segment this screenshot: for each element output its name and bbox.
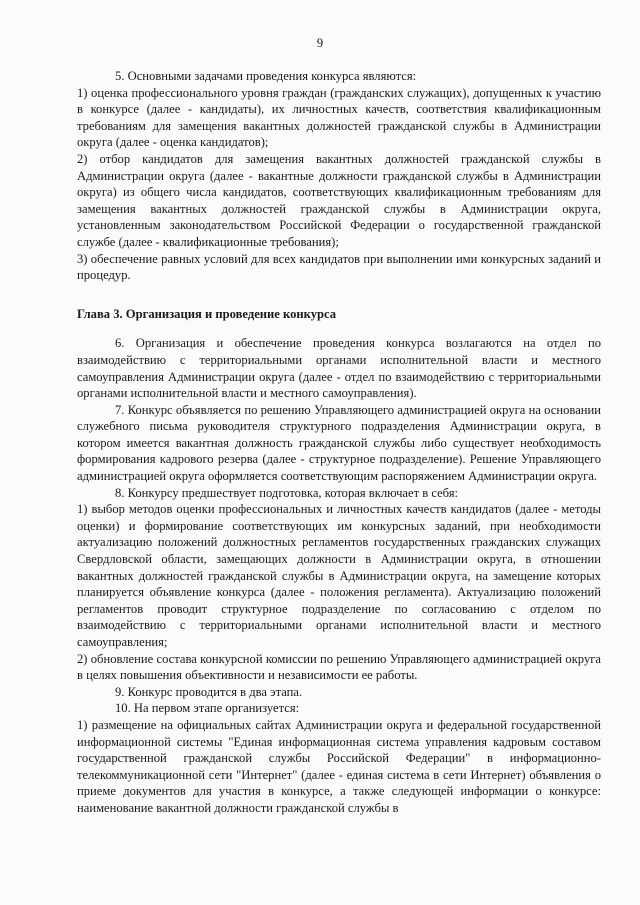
paragraph-5-item-1: 1) оценка профессионального уровня граждан (гражданских служащих), допущенных к участию в конкурсе (далее - кандидаты), их личностных качеств, соответствия квалификационным требованиям для замещения вакантных должностей гражданской службы в Администрации округа (далее - оценка кандидатов); (77, 85, 601, 150)
paragraph-10-item-1: 1) размещение на официальных сайтах Администрации округа и федеральной государственной информационной системы "Единая информационная система управления кадровым составом государственной гражданской службы Российской Федерации" в информационно-телекоммуникационной сети "Интернет" (далее - единая система в сети Интернет) объявления о приеме документов для участия в конкурсе, а также следующей информации о конкурсе: наименование вакантной должности гражданской службы в (77, 717, 601, 815)
paragraph-5: 5. Основными задачами проведения конкурса являются: (115, 69, 417, 83)
document-body (77, 68, 601, 817)
paragraph-5-item-2: 2) отбор кандидатов для замещения вакантных должностей гражданской службы в Администрации округа (далее - вакантные должности гражданской службы в Администрации округа) из общего числа кандидатов, соответствующих квалификационным требованиям для замещения вакантных должностей гражданской службы в Администрации округа, установленным законодательством Российской Федерации о государственной гражданской службе (далее - квалификационные требования); (77, 151, 601, 249)
paragraph-6: 6. Организация и обеспечение проведения конкурса возлагаются на отдел по взаимодействию с территориальными органами исполнительной власти и местного самоуправления Администрации округа (далее - отдел по взаимодействию с территориальными органами исполнительной власти и местного самоуправления). (77, 336, 601, 401)
page-number: 9 (316, 36, 324, 50)
paragraph-7: 7. Конкурс объявляется по решению Управляющего администрацией округа на основании служебного письма руководителя структурного подразделения Администрации округа, в котором имеется вакантная должность гражданской службы либо существует необходимость формирования кадрового резерва (далее - структурное подразделение). Решение Управляющего администрацией округа оформляется соответствующим распоряжением Администрации округа. (77, 402, 601, 484)
paragraph-8-item-2: 2) обновление состава конкурсной комиссии по решению Управляющего администрацией округа в целях повышения объективности и независимости ее работы. (77, 651, 601, 683)
paragraph-8-item-1: 1) выбор методов оценки профессиональных и личностных качеств кандидатов (далее - методы оценки) и формирование соответствующих им конкурсных заданий, при необходимости актуализацию положений должностных регламентов государственных гражданских служащих Свердловской области, замещающих должности в Администрации округа, в отношении вакантных должностей гражданской службы в Администрации округа, на замещение которых планируется объявление конкурса (далее - положения регламента). Актуализацию положений регламентов проводит структурное подразделение по согласованию с отделом по взаимодействию с территориальными органами исполнительной власти и местного самоуправления; (77, 502, 601, 649)
paragraph-9: 9. Конкурс проводится в два этапа. (115, 684, 303, 699)
paragraph-10: 10. На первом этапе организуется: (115, 701, 300, 716)
paragraph-8: 8. Конкурсу предшествует подготовка, которая включает в себя: (115, 485, 459, 500)
spacer (77, 284, 601, 306)
chapter-heading: Глава 3. Организация и проведение конкурса (77, 306, 337, 321)
paragraph-5-item-3: 3) обеспечение равных условий для всех кандидатов при выполнении ими конкурсных заданий и процедур. (77, 251, 601, 283)
